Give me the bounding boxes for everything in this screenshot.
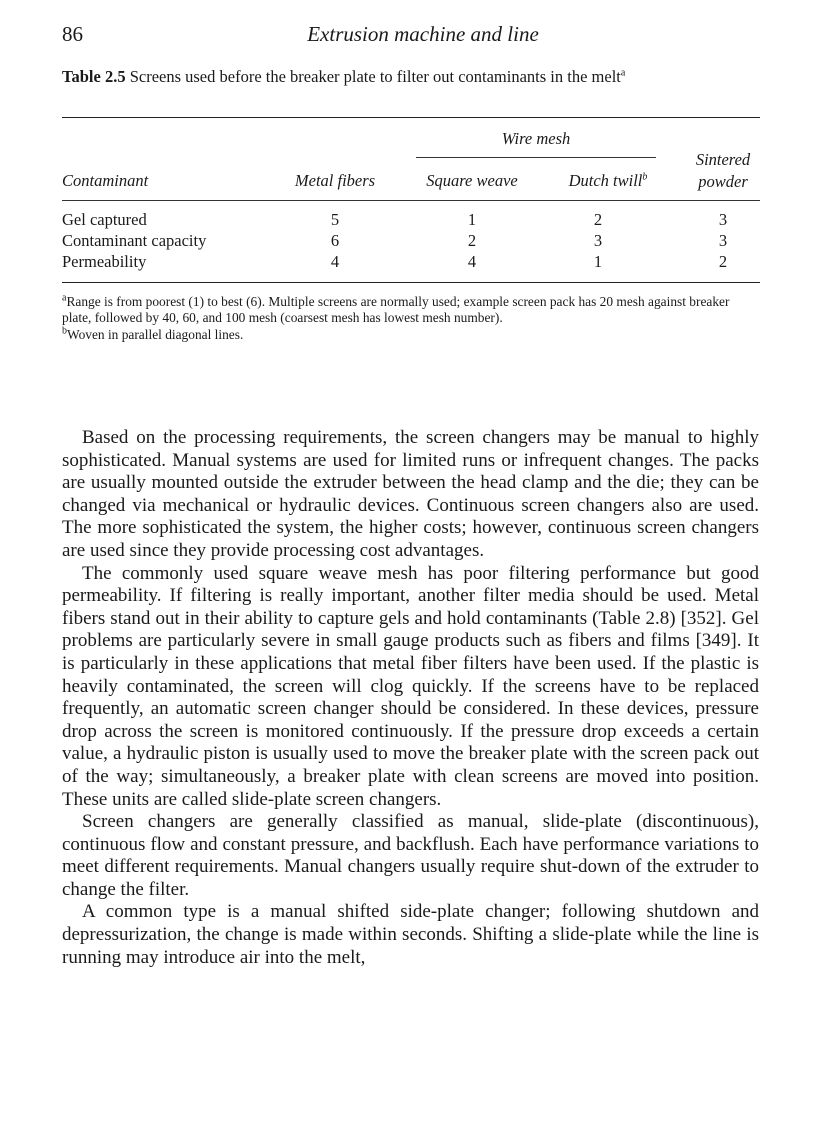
- column-header-contaminant: Contaminant: [62, 171, 149, 190]
- table-label: Table 2.5: [62, 67, 126, 86]
- dutch-twill-footnote-marker: b: [642, 171, 648, 183]
- column-header-square-weave: Square weave: [426, 171, 518, 190]
- cell-dutch-twill: 3: [593, 231, 603, 250]
- table-caption: [62, 66, 760, 87]
- table-bottom-rule: [62, 282, 760, 283]
- table-caption-text: Screens used before the breaker plate to filter out contaminants in the melt: [129, 67, 621, 86]
- cell-square-weave: 4: [467, 252, 477, 271]
- cell-sintered-powder: 3: [718, 210, 728, 229]
- cell-dutch-twill: 1: [593, 252, 603, 271]
- footnote-text: Woven in parallel diagonal lines.: [67, 326, 244, 342]
- cell-metal-fibers: 6: [330, 231, 340, 250]
- footnote-marker: a: [62, 292, 67, 304]
- table-top-rule: [62, 117, 760, 118]
- cell-square-weave: 1: [467, 210, 477, 229]
- running-title: Extrusion machine and line: [307, 22, 539, 46]
- table-footnotes: [62, 294, 762, 343]
- body-text: [62, 427, 759, 969]
- column-group-rule: [416, 157, 656, 158]
- paragraph: A common type is a manual shifted side-plate changer; following shutdown and depressurization, the change is made within seconds. Shifting a slide-plate while the line is running may introduce air into the melt,: [62, 901, 759, 968]
- table-header-rule: [62, 200, 760, 201]
- sintered-powder-line1: Sintered: [695, 150, 751, 169]
- footnote-marker: b: [62, 325, 67, 337]
- page-number: 86: [62, 22, 83, 46]
- row-label: Gel captured: [62, 210, 147, 229]
- footnote-text: Range is from poorest (1) to best (6). Multiple screens are normally used; example screen pack has 20 mesh against breaker plate, followed by 40, 60, and 100 mesh (coarsest mesh has lowest mesh number).: [62, 294, 730, 326]
- dutch-twill-label: Dutch twill: [568, 171, 643, 190]
- cell-sintered-powder: 3: [718, 231, 728, 250]
- cell-dutch-twill: 2: [593, 210, 603, 229]
- sintered-powder-line2: powder: [698, 172, 748, 191]
- cell-metal-fibers: 5: [330, 210, 340, 229]
- column-header-sintered-powder: [678, 149, 768, 193]
- column-group-header-wire-mesh: Wire mesh: [501, 129, 571, 148]
- caption-footnote-marker: a: [620, 67, 626, 79]
- column-header-dutch-twill: [548, 171, 668, 191]
- paragraph: Based on the processing requirements, the screen changers may be manual to highly sophisticated. Manual systems are used for limited runs or infrequent changes. The packs are usually mounted outside the extruder between the head clamp and the die; they can be changed via mechanical or hydraulic devices. Continuous screen changers also are used. The more sophisticated the system, the higher costs; however, continuous screen changers are used since they provide processing cost advantages.: [62, 427, 759, 561]
- cell-metal-fibers: 4: [330, 252, 340, 271]
- paragraph: The commonly used square weave mesh has poor filtering performance but good permeability. If filtering is really important, another filter media should be used. Metal fibers stand out in their ability to capture gels and hold contaminants (Table 2.8) [352]. Gel problems are particularly severe in small gauge products such as fibers and films [349]. It is particularly in these applications that metal fiber filters have been used. If the plastic is heavily contaminated, the screen will clog quickly. If the screens have to be replaced frequently, an automatic screen changer should be considered. In these devices, pressure drop across the screen is monitored continuously. If the pressure drop exceeds a certain value, a hydraulic piston is usually used to move the breaker plate with the screen pack out of the way; simultaneously, a breaker plate with clean screens are moved into position. These units are called slide-plate screen changers.: [62, 562, 759, 810]
- footnote-b: [62, 327, 762, 343]
- footnote-a: [62, 294, 762, 327]
- row-label: Contaminant capacity: [62, 231, 207, 250]
- paragraph: Screen changers are generally classified as manual, slide-plate (discontinuous), continuous flow and constant pressure, and backflush. Each have performance variations to meet different requirements. Manual changers usually require shut-down of the extruder to change the filter.: [62, 811, 759, 900]
- cell-square-weave: 2: [467, 231, 477, 250]
- column-header-metal-fibers: Metal fibers: [294, 171, 376, 190]
- cell-sintered-powder: 2: [718, 252, 728, 271]
- row-label: Permeability: [62, 252, 147, 271]
